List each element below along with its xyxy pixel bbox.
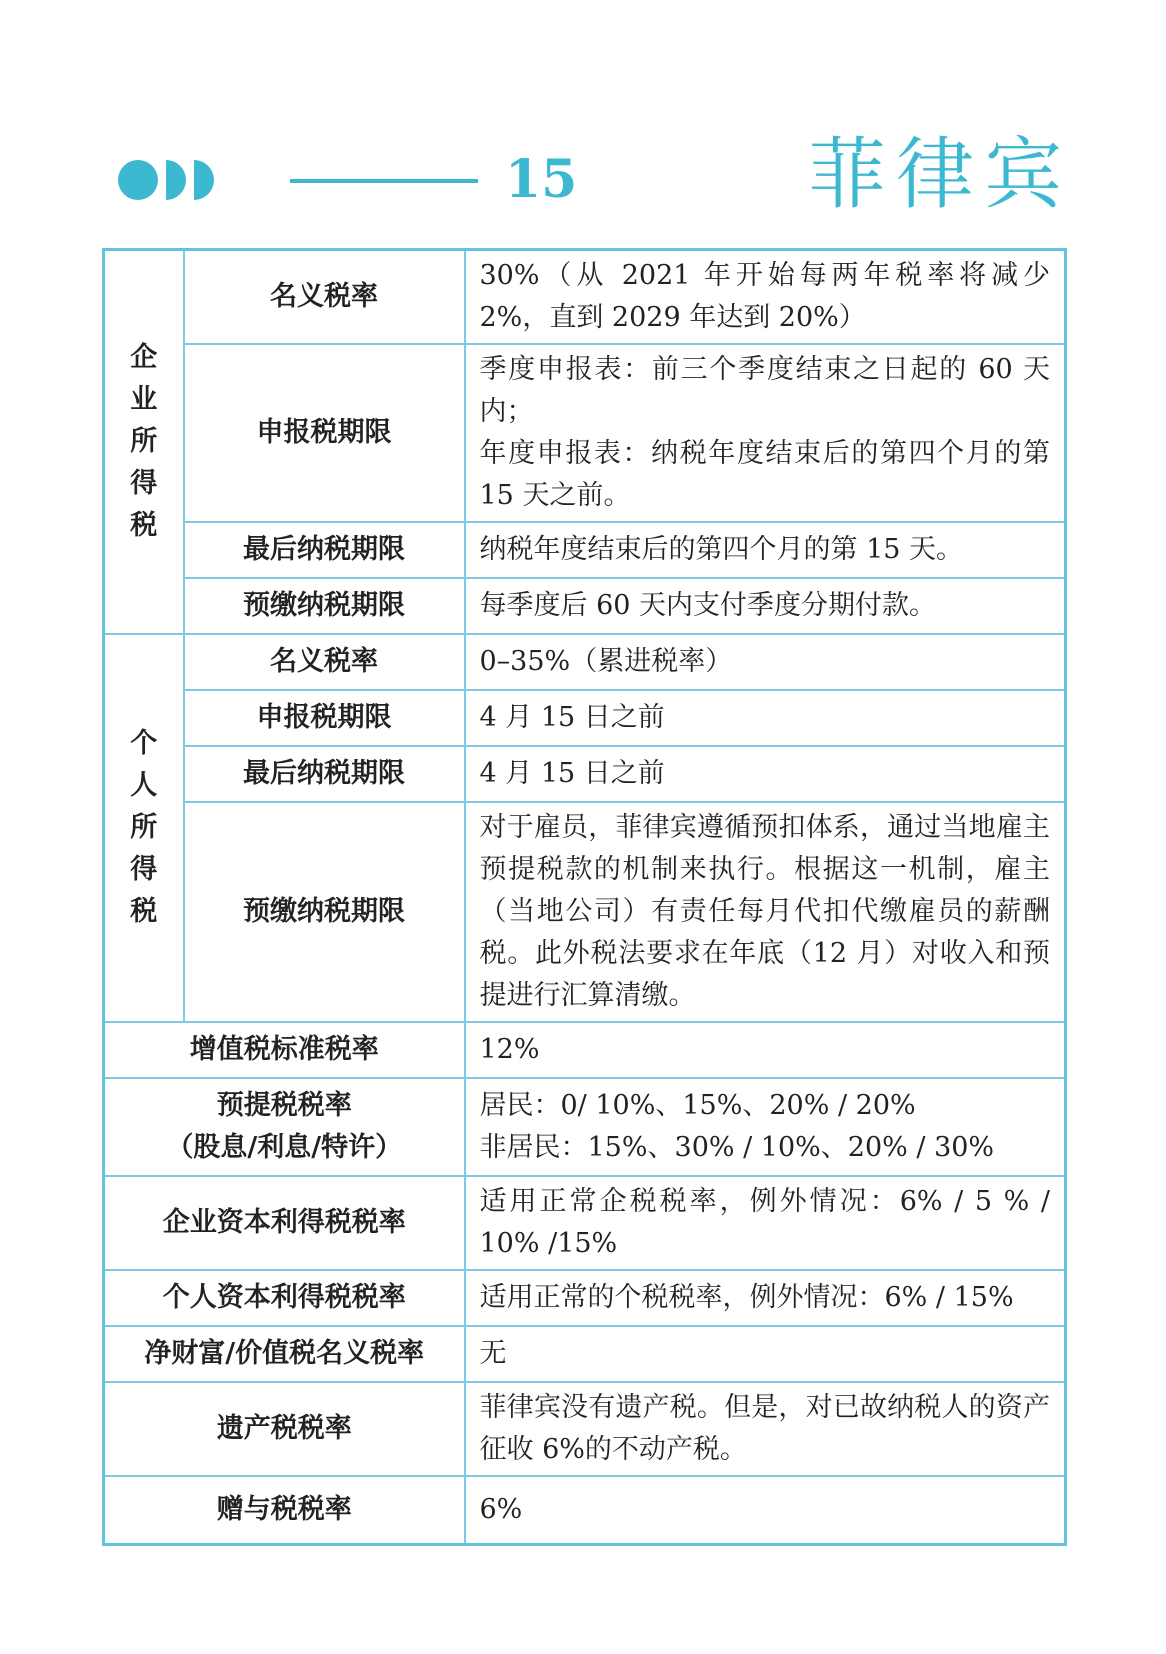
header-rule — [290, 179, 478, 183]
row-value: 6% — [465, 1476, 1066, 1544]
row-label: 赠与税税率 — [104, 1476, 465, 1544]
row-label: 净财富/价值税名义税率 — [104, 1326, 465, 1382]
table-row — [104, 1476, 1066, 1544]
row-value: 纳税年度结束后的第四个月的第 15 天。 — [465, 522, 1066, 578]
row-value: 4 月 15 日之前 — [465, 746, 1066, 802]
table-row — [104, 634, 1066, 690]
row-label: 遗产税税率 — [104, 1382, 465, 1476]
row-value: 4 月 15 日之前 — [465, 690, 1066, 746]
table-row — [104, 1022, 1066, 1078]
table-row — [104, 1078, 1066, 1176]
group-label-individual: 个人所得税 — [104, 634, 184, 1022]
page-number: 15 — [505, 149, 578, 210]
table-row — [104, 250, 1066, 345]
row-value: 0–35%（累进税率） — [465, 634, 1066, 690]
row-value: 菲律宾没有遗产税。但是，对已故纳税人的资产征收 6%的不动产税。 — [465, 1382, 1066, 1476]
table-row — [104, 690, 1066, 746]
row-value: 居民：0/ 10%、15%、20% / 20% 非居民：15%、30% / 10%、20% / 30% — [465, 1078, 1066, 1176]
row-label: 增值税标准税率 — [104, 1022, 465, 1078]
half-dot-icon — [166, 160, 186, 200]
table-row — [104, 746, 1066, 802]
row-value: 30%（从 2021 年开始每两年税率将减少 2%，直到 2029 年达到 20%） — [465, 250, 1066, 345]
country-title: 菲律宾 — [808, 130, 1073, 220]
table-row — [104, 344, 1066, 522]
row-label: 预缴纳税期限 — [184, 802, 465, 1022]
row-label: 申报税期限 — [184, 690, 465, 746]
row-label: 名义税率 — [184, 634, 465, 690]
half-dot-icon — [194, 160, 214, 200]
row-label: 最后纳税期限 — [184, 746, 465, 802]
row-value: 适用正常的个税税率，例外情况：6% / 15% — [465, 1270, 1066, 1326]
table-row — [104, 522, 1066, 578]
row-value: 12% — [465, 1022, 1066, 1078]
page-header — [0, 0, 1166, 240]
value-line: 季度申报表：前三个季度结束之日起的 60 天内； — [479, 354, 1050, 427]
row-value — [465, 344, 1066, 522]
row-label: 名义税率 — [184, 250, 465, 345]
dot-icon — [118, 160, 158, 200]
table-row — [104, 1382, 1066, 1476]
row-label: 预缴纳税期限 — [184, 578, 465, 634]
row-value: 每季度后 60 天内支付季度分期付款。 — [465, 578, 1066, 634]
row-label: 最后纳税期限 — [184, 522, 465, 578]
value-line: 年度申报表：纳税年度结束后的第四个月的第 15 天之前。 — [479, 438, 1050, 511]
row-label: 申报税期限 — [184, 344, 465, 522]
tax-table — [102, 248, 1067, 1546]
table-row — [104, 578, 1066, 634]
table-row — [104, 1270, 1066, 1326]
row-label: 企业资本利得税税率 — [104, 1176, 465, 1270]
group-label-corporate: 企业所得税 — [104, 250, 184, 635]
row-value: 无 — [465, 1326, 1066, 1382]
row-label: 预提税税率 （股息/利息/特许） — [104, 1078, 465, 1176]
table-row — [104, 802, 1066, 1022]
row-value: 适用正常企税税率，例外情况：6% / 5 % / 10% /15% — [465, 1176, 1066, 1270]
row-value: 对于雇员，菲律宾遵循预扣体系，通过当地雇主预提税款的机制来执行。根据这一机制，雇主（当地公司）有责任每月代扣代缴雇员的薪酬税。此外税法要求在年底（12 月）对收入和预提进行汇算清缴。 — [465, 802, 1066, 1022]
table-row — [104, 1326, 1066, 1382]
row-label: 个人资本利得税税率 — [104, 1270, 465, 1326]
table-row — [104, 1176, 1066, 1270]
